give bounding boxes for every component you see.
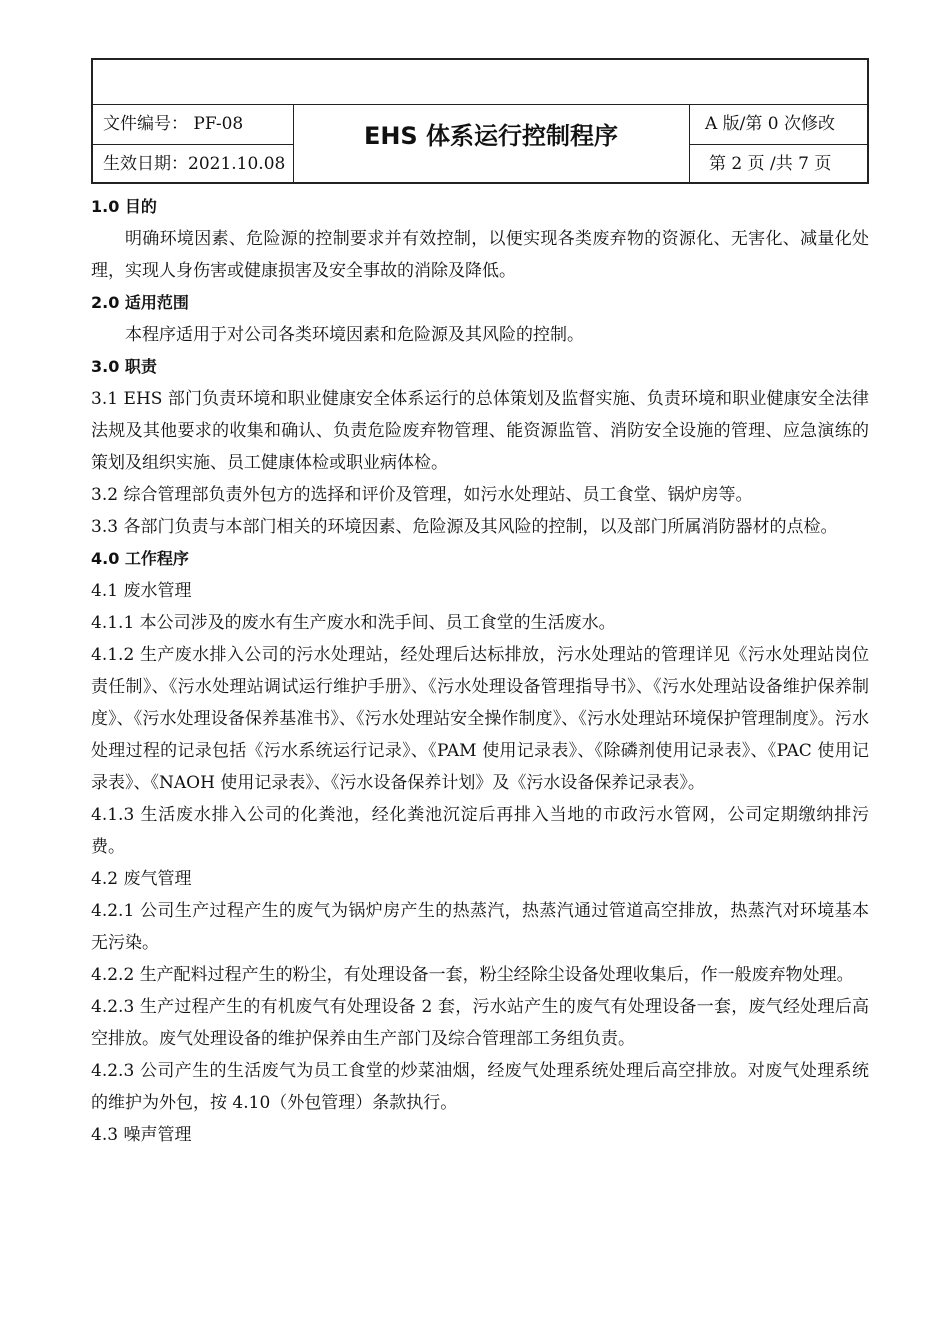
document-title: EHS 体系运行控制程序	[363, 122, 619, 150]
subsection-heading: 4.2 废气管理	[91, 869, 192, 889]
paragraph: 本程序适用于对公司各类环境因素和危险源及其风险的控制。	[125, 325, 584, 345]
page-info: 第 2 页 /共 7 页	[709, 154, 832, 174]
document-body	[91, 191, 869, 1151]
header-blank-row	[93, 60, 867, 105]
header-divider	[93, 144, 293, 145]
paragraph: 4.2.1 公司生产过程产生的废气为锅炉房产生的热蒸汽，热蒸汽通过管道高空排放，热蒸汽对环境基本无污染。	[91, 901, 869, 953]
paragraph: 4.1.3 生活废水排入公司的化粪池，经化粪池沉淀后再排入当地的市政污水管网，公司定期缴纳排污费。	[91, 805, 869, 857]
subsection-heading: 4.3 噪声管理	[91, 1125, 192, 1145]
section-heading: 2.0 适用范围	[91, 293, 189, 312]
paragraph: 4.2.2 生产配料过程产生的粉尘，有处理设备一套，粉尘经除尘设备处理收集后，作一般废弃物处理。	[91, 965, 854, 985]
paragraph: 3.2 综合管理部负责外包方的选择和评价及管理，如污水处理站、员工食堂、锅炉房等。	[91, 485, 753, 505]
effective-date: 生效日期：2021.10.08	[103, 154, 286, 174]
header-divider	[689, 144, 869, 145]
section-heading: 4.0 工作程序	[91, 549, 189, 568]
paragraph: 4.2.3 公司产生的生活废气为员工食堂的炒菜油烟，经废气处理系统处理后高空排放。对废气处理系统的维护为外包，按 4.10（外包管理）条款执行。	[91, 1061, 869, 1113]
section-heading: 3.0 职责	[91, 357, 157, 376]
paragraph: 明确环境因素、危险源的控制要求并有效控制，以便实现各类废弃物的资源化、无害化、减量化处理，实现人身伤害或健康损害及安全事故的消除及降低。	[91, 229, 869, 281]
paragraph: 4.1.2 生产废水排入公司的污水处理站，经处理后达标排放，污水处理站的管理详见《污水处理站岗位责任制》、《污水处理站调试运行维护手册》、《污水处理设备管理指导书》、《污水处理站设备维护保养制度》、《污水处理设备保养基准书》、《污水处理站安全操作制度》、《污水处理站环境保护管理制度》。污水处理过程的记录包括《污水系统运行记录》、《PAM 使用记录表》、《除磷剂使用记录表》、《PAC 使用记录表》、《NAOH 使用记录表》、《污水设备保养计划》及《污水设备保养记录表》。	[91, 645, 869, 793]
subsection-heading: 4.1 废水管理	[91, 581, 192, 601]
version-info: A 版/第 0 次修改	[705, 114, 836, 134]
paragraph: 4.1.1 本公司涉及的废水有生产废水和洗手间、员工食堂的生活废水。	[91, 613, 616, 633]
document-header-table	[91, 58, 869, 184]
header-divider	[689, 104, 690, 182]
file-number: 文件编号： PF-08	[103, 114, 244, 134]
section-heading: 1.0 目的	[91, 197, 157, 216]
paragraph: 3.3 各部门负责与本部门相关的环境因素、危险源及其风险的控制，以及部门所属消防器材的点检。	[91, 517, 838, 537]
paragraph: 3.1 EHS 部门负责环境和职业健康安全体系运行的总体策划及监督实施、负责环境和职业健康安全法律法规及其他要求的收集和确认、负责危险废弃物管理、能资源监管、消防安全设施的管理、应急演练的策划及组织实施、员工健康体检或职业病体检。	[91, 389, 869, 473]
paragraph: 4.2.3 生产过程产生的有机废气有处理设备 2 套，污水站产生的废气有处理设备一套，废气经处理后高空排放。废气处理设备的维护保养由生产部门及综合管理部工务组负责。	[91, 997, 869, 1049]
